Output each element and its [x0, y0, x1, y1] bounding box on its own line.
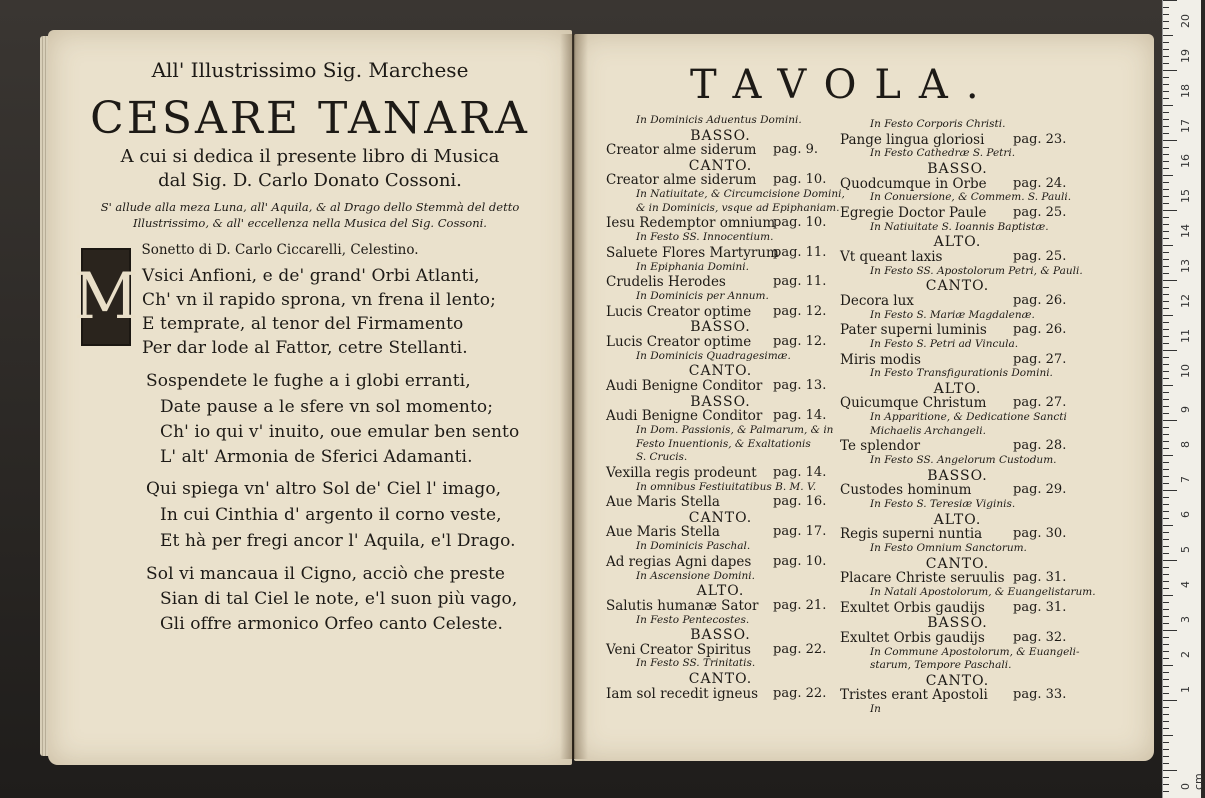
allusion-note-2: Illustrissimo, & all' eccellenza nella Musica del Sig. Cossoni.	[133, 216, 487, 230]
feast-heading: & in Dominicis, vsque ad Epiphaniam.	[636, 201, 840, 214]
feast-heading: In Ascensione Domini.	[636, 569, 755, 582]
ruler-tick	[1163, 672, 1169, 673]
page-reference: pag. 17.	[773, 524, 827, 540]
ruler-tick	[1163, 308, 1169, 309]
ruler-tick	[1163, 714, 1169, 715]
ruler-tick	[1163, 252, 1169, 253]
page-reference: pag. 11.	[773, 244, 827, 260]
ruler-tick	[1163, 686, 1169, 687]
ruler-tick	[1163, 280, 1177, 281]
sonnet-line: In cui Cinthia d' argento il corno veste,	[160, 505, 502, 525]
ruler-tick	[1163, 693, 1169, 694]
voice-heading: BASSO.	[927, 161, 988, 177]
ruler-tick	[1163, 238, 1169, 239]
ruler-tick	[1163, 448, 1169, 449]
sonnet-line: Sospendete le fughe a i globi erranti,	[146, 371, 471, 391]
sonnet-line: Ch' io qui v' inuito, oue emular ben sento	[160, 422, 520, 442]
ruler-tick	[1163, 623, 1169, 624]
dedication-line-1: A cui si dedica il presente libro di Musica	[120, 146, 500, 167]
voice-heading: CANTO.	[925, 672, 990, 689]
ruler-tick	[1163, 70, 1177, 71]
voice-heading: BASSO.	[927, 615, 988, 632]
ruler-tick	[1163, 567, 1169, 568]
ruler-tick	[1163, 665, 1173, 666]
ruler-tick	[1163, 378, 1169, 379]
ruler-tick	[1163, 756, 1169, 757]
hymn-title: Ad regias Agni dapes	[606, 553, 752, 570]
feast-heading: In Festo Pentecostes.	[636, 613, 750, 626]
hymn-title: Veni Creator Spiritus	[606, 641, 751, 658]
hymn-title: Iam sol recedit igneus	[606, 685, 759, 702]
ruler-tick	[1163, 203, 1169, 204]
sonnet-line: Date pause a le sfere vn sol momento;	[160, 397, 494, 417]
ruler-label: 8	[1179, 441, 1192, 448]
ruler-tick	[1163, 476, 1169, 477]
page-reference: pag. 27.	[1013, 395, 1067, 411]
page-reference: pag. 31.	[1013, 570, 1067, 586]
ruler-unit: 0 cm	[1179, 773, 1205, 790]
ruler-tick	[1163, 525, 1173, 526]
ruler-tick	[1163, 105, 1173, 106]
ruler-tick	[1163, 350, 1177, 351]
hymn-title: Audi Benigne Conditor	[606, 377, 763, 394]
hymn-title: Pange lingua gloriosi	[840, 131, 985, 148]
feast-heading: In Festo SS. Trinitatis.	[636, 657, 756, 670]
ruler-tick	[1163, 126, 1169, 127]
ruler-tick	[1163, 546, 1169, 547]
hymn-title: Quodcumque in Orbe	[840, 175, 987, 192]
ruler-label: 17	[1179, 119, 1192, 133]
ruler-tick	[1163, 14, 1169, 15]
ruler-label: 7	[1179, 476, 1192, 483]
ruler-tick	[1163, 420, 1177, 421]
ruler-tick	[1163, 273, 1169, 274]
hymn-title: Pater superni luminis	[840, 322, 987, 339]
ruler-tick	[1163, 112, 1169, 113]
ruler-tick	[1163, 455, 1173, 456]
ruler-tick	[1163, 371, 1169, 372]
ruler-tick	[1163, 483, 1169, 484]
ruler-tick	[1163, 266, 1169, 267]
hymn-title: Crudelis Herodes	[606, 274, 726, 291]
ruler-tick	[1163, 91, 1169, 92]
ruler-tick	[1163, 427, 1169, 428]
feast-heading: In Commune Apostolorum, & Euangeli-	[870, 645, 1080, 658]
feast-heading: In Apparitione, & Dedicatione Sancti	[870, 411, 1067, 424]
ruler-tick	[1163, 784, 1169, 785]
ruler-tick	[1163, 399, 1169, 400]
voice-heading: ALTO.	[933, 234, 982, 251]
sonnet-line: Per dar lode al Fattor, cetre Stellanti.	[142, 338, 468, 358]
page-reference: pag. 11.	[773, 274, 827, 290]
hymn-title: Vexilla regis prodeunt	[606, 464, 757, 481]
hymn-title: Placare Christe seruulis	[840, 570, 1005, 587]
hymn-title: Lucis Creator optime	[606, 303, 752, 320]
hymn-title: Aue Maris Stella	[606, 494, 720, 511]
hymn-title: Creator alme siderum	[606, 142, 757, 159]
page-reference: pag. 21.	[773, 597, 827, 613]
ruler-tick	[1163, 497, 1169, 498]
dedicatee-name: CESARE TANARA	[90, 93, 530, 144]
feast-heading: In Festo SS. Innocentium.	[636, 231, 774, 244]
ruler-tick	[1163, 196, 1169, 197]
ruler-tick	[1163, 119, 1169, 120]
ruler-label: 6	[1179, 511, 1192, 518]
ruler-tick	[1163, 469, 1169, 470]
ruler-tick	[1163, 406, 1169, 407]
ruler-tick	[1163, 357, 1169, 358]
voice-heading: ALTO.	[933, 511, 982, 528]
ruler-tick	[1163, 49, 1169, 50]
ruler-tick	[1163, 574, 1169, 575]
ruler-tick	[1163, 98, 1169, 99]
page-reference: pag. 27.	[1013, 351, 1067, 367]
sonnet-line: Et hà per fregi ancor l' Aquila, e'l Drago.	[160, 531, 516, 551]
ruler-tick	[1163, 217, 1169, 218]
feast-heading: In Conuersione, & Commem. S. Pauli.	[870, 191, 1072, 204]
ruler-tick	[1163, 315, 1173, 316]
feast-heading: In Dominicis Aduentus Domini.	[636, 114, 802, 126]
ruler-tick	[1163, 700, 1177, 701]
feast-heading: S. Crucis.	[636, 451, 688, 464]
hymn-title: Lucis Creator optime	[606, 333, 752, 350]
decorated-initial: M	[81, 248, 131, 346]
page-reference: pag. 26.	[1013, 292, 1067, 308]
page-reference: pag. 25.	[1013, 204, 1067, 220]
ruler-label: 9	[1179, 406, 1192, 413]
table-title: TAVOLA.	[690, 62, 997, 108]
ruler-tick	[1163, 210, 1177, 211]
ruler-tick	[1163, 413, 1169, 414]
voice-heading: CANTO.	[688, 157, 753, 174]
ruler-tick	[1163, 518, 1169, 519]
ruler-tick	[1163, 770, 1177, 771]
ruler-label: 3	[1179, 616, 1192, 623]
ruler-label: 12	[1179, 294, 1192, 308]
ruler-tick	[1163, 224, 1169, 225]
ruler-tick	[1163, 616, 1169, 617]
ruler-tick	[1163, 721, 1169, 722]
ruler-tick	[1163, 35, 1173, 36]
feast-heading: In Dominicis Quadragesimæ.	[636, 349, 791, 362]
page-reference: pag. 9.	[773, 142, 819, 158]
ruler-tick	[1163, 434, 1169, 435]
ruler-tick	[1163, 42, 1169, 43]
ruler-tick	[1163, 553, 1169, 554]
page-reference: pag. 28.	[1013, 438, 1067, 454]
feast-heading: In Natiuitate S. Ioannis Baptistæ.	[870, 220, 1049, 233]
ruler-tick	[1163, 287, 1169, 288]
page-reference: pag. 16.	[773, 494, 827, 510]
page-reference: pag. 10.	[773, 172, 827, 188]
ruler-tick	[1163, 56, 1169, 57]
ruler-tick	[1163, 735, 1173, 736]
feast-heading: In Festo SS. Apostolorum Petri, & Pauli.	[870, 264, 1083, 277]
feast-heading: starum, Tempore Paschali.	[870, 659, 1012, 672]
feast-heading: Festo Inuentionis, & Exaltationis	[636, 437, 811, 450]
ruler-tick	[1163, 147, 1169, 148]
hymn-title: Exultet Orbis gaudijs	[840, 599, 985, 616]
feast-heading: In Festo Omnium Sanctorum.	[870, 542, 1027, 554]
ruler-tick	[1163, 385, 1173, 386]
ruler-tick	[1163, 77, 1169, 78]
ruler-tick	[1163, 532, 1169, 533]
ruler-tick	[1163, 161, 1169, 162]
ruler-tick	[1163, 175, 1173, 176]
ruler-tick	[1163, 651, 1169, 652]
feast-heading: In Festo S. Mariæ Magdalenæ.	[870, 308, 1035, 321]
sonnet-line: Sian di tal Ciel le note, e'l suon più vago,	[160, 589, 518, 609]
feast-heading: In Festo Corporis Christi.	[870, 118, 1006, 130]
ruler-tick	[1163, 392, 1169, 393]
page-reference: pag. 31.	[1013, 599, 1067, 615]
ruler-tick	[1163, 658, 1169, 659]
ruler-tick	[1163, 630, 1177, 631]
ruler-label: 2	[1179, 651, 1192, 658]
book-gutter	[560, 34, 588, 759]
voice-heading: ALTO.	[696, 583, 745, 600]
ruler-tick	[1163, 581, 1169, 582]
feast-heading: In Dominicis Paschal.	[636, 540, 751, 553]
page-reference: pag. 26.	[1013, 322, 1067, 338]
ruler-label: 13	[1179, 259, 1192, 273]
feast-heading: In Festo S. Petri ad Vincula.	[870, 337, 1019, 350]
ruler-tick	[1163, 504, 1169, 505]
voice-heading: BASSO.	[690, 627, 751, 644]
page-reference: pag. 22.	[773, 641, 827, 657]
sonnet-line: Ch' vn il rapido sprona, vn frena il lento;	[142, 290, 496, 310]
ruler-tick	[1163, 679, 1169, 680]
ruler-label: 20	[1179, 14, 1192, 28]
ruler-tick	[1163, 777, 1169, 778]
ruler-tick	[1163, 294, 1169, 295]
hymn-title: Vt queant laxis	[840, 248, 943, 265]
ruler-tick	[1163, 343, 1169, 344]
ruler-tick	[1163, 84, 1169, 85]
ruler-tick	[1163, 21, 1169, 22]
hymn-title: Quicumque Christum	[840, 395, 987, 412]
feast-heading: In	[870, 703, 881, 716]
sonnet-line: E temprate, al tenor del Firmamento	[142, 314, 464, 334]
page-reference: pag. 25.	[1013, 248, 1067, 264]
hymn-title: Egregie Doctor Paule	[840, 204, 987, 221]
ruler-tick	[1163, 189, 1169, 190]
ruler-tick	[1163, 168, 1169, 169]
feast-heading: In Natali Apostolorum, & Euangelistarum.	[870, 585, 1096, 598]
voice-heading: BASSO.	[690, 393, 751, 410]
ruler-tick	[1163, 154, 1169, 155]
ruler-label: 11	[1179, 329, 1192, 343]
feast-heading: In Festo Transfigurationis Domini.	[870, 367, 1053, 380]
ruler-tick	[1163, 595, 1173, 596]
hymn-title: Custodes hominum	[840, 482, 972, 499]
voice-heading: CANTO.	[688, 509, 753, 526]
ruler-tick	[1163, 133, 1169, 134]
ruler-tick	[1163, 364, 1169, 365]
ruler-tick	[1163, 231, 1169, 232]
ruler-tick	[1163, 301, 1169, 302]
hymn-title: Decora lux	[840, 292, 914, 309]
voice-heading: BASSO.	[927, 467, 988, 484]
ruler-tick	[1163, 336, 1169, 337]
ruler-tick	[1163, 511, 1169, 512]
hymn-title: Regis superni nuntia	[840, 526, 983, 543]
hymn-title: Audi Benigne Conditor	[606, 408, 763, 425]
ruler-label: 14	[1179, 224, 1192, 238]
ruler-tick	[1163, 728, 1169, 729]
voice-heading: BASSO.	[690, 127, 751, 144]
voice-heading: ALTO.	[933, 380, 982, 397]
hymn-title: Saluete Flores Martyrum	[606, 244, 779, 261]
ruler-tick	[1163, 791, 1169, 792]
sonnet-line: L' alt' Armonia de Sferici Adamanti.	[160, 447, 473, 467]
ruler-label: 15	[1179, 189, 1192, 203]
sonnet-line: Vsici Anfioni, e de' grand' Orbi Atlanti,	[142, 266, 480, 286]
ruler-label: 4	[1179, 581, 1192, 588]
ruler-tick	[1163, 742, 1169, 743]
voice-heading: CANTO.	[688, 363, 753, 380]
ruler-tick	[1163, 462, 1169, 463]
page-reference: pag. 30.	[1013, 526, 1067, 542]
page-reference: pag. 24.	[1013, 175, 1067, 191]
ruler-tick	[1163, 644, 1169, 645]
page-reference: pag. 23.	[1013, 131, 1067, 147]
ruler-tick	[1163, 322, 1169, 323]
hymn-title: Creator alme siderum	[606, 172, 757, 189]
dedication-line-2: dal Sig. D. Carlo Donato Cossoni.	[158, 170, 462, 191]
ruler-tick	[1163, 63, 1169, 64]
sonnet-line: Qui spiega vn' altro Sol de' Ciel l' imago,	[146, 479, 502, 499]
hymn-title: Iesu Redemptor omnium	[606, 215, 776, 232]
ruler-tick	[1163, 7, 1169, 8]
ruler-label: 19	[1179, 49, 1192, 63]
ruler-tick	[1163, 749, 1169, 750]
voice-heading: BASSO.	[690, 319, 751, 336]
ruler-tick	[1163, 140, 1177, 141]
hymn-title: Tristes erant Apostoli	[840, 687, 988, 704]
feast-heading: In Natiuitate, & Circumcisione Domini,	[636, 188, 845, 201]
voice-heading: CANTO.	[925, 555, 990, 572]
ruler-tick	[1163, 182, 1169, 183]
ruler-tick	[1163, 259, 1169, 260]
feast-heading: In Dominicis per Annum.	[636, 290, 769, 302]
page-reference: pag. 33.	[1013, 687, 1067, 703]
ruler-tick	[1163, 245, 1173, 246]
page-reference: pag. 14.	[773, 464, 827, 480]
ruler-label: 1	[1179, 686, 1192, 693]
voice-heading: CANTO.	[688, 671, 753, 687]
ruler-tick	[1163, 637, 1169, 638]
hymn-title: Miris modis	[840, 351, 921, 368]
measurement-ruler	[1162, 0, 1205, 798]
voice-heading: CANTO.	[925, 278, 990, 295]
page-reference: pag. 22.	[773, 685, 827, 701]
hymn-title: Exultet Orbis gaudijs	[840, 629, 985, 646]
ruler-tick	[1163, 588, 1169, 589]
ruler-tick	[1163, 707, 1169, 708]
ruler-label: 18	[1179, 84, 1192, 98]
page-reference: pag. 10.	[773, 553, 827, 569]
ruler-tick	[1163, 560, 1177, 561]
page-reference: pag. 10.	[773, 215, 827, 231]
page-reference: pag. 14.	[773, 408, 827, 424]
sonnet-line: Gli offre armonico Orfeo canto Celeste.	[160, 614, 504, 634]
page-reference: pag. 13.	[773, 377, 827, 393]
ruler-label: 5	[1179, 546, 1192, 553]
page-reference: pag. 29.	[1013, 482, 1067, 498]
feast-heading: Michaelis Archangeli.	[870, 424, 986, 437]
ruler-label: 10	[1179, 364, 1192, 378]
ruler-tick	[1163, 0, 1177, 1]
sonnet-attribution: Sonetto di D. Carlo Ciccarelli, Celestino.	[141, 242, 419, 258]
allusion-note-1: S' allude alla meza Luna, all' Aquila, & al Drago dello Stemmà del detto	[100, 200, 520, 214]
ruler-tick	[1163, 28, 1169, 29]
feast-heading: In omnibus Festiuitatibus B. M. V.	[636, 480, 817, 493]
ruler-tick	[1163, 602, 1169, 603]
page-reference: pag. 32.	[1013, 629, 1067, 645]
ruler-label: 16	[1179, 154, 1192, 168]
ruler-tick	[1163, 441, 1169, 442]
hymn-title: Salutis humanæ Sator	[606, 597, 759, 614]
feast-heading: In Festo S. Teresiæ Viginis.	[870, 498, 1016, 511]
page-reference: pag. 12.	[773, 303, 827, 319]
ruler-tick	[1163, 609, 1169, 610]
ruler-tick	[1163, 329, 1169, 330]
ruler-tick	[1163, 763, 1169, 764]
feast-heading: In Epiphania Domini.	[636, 260, 749, 273]
sonnet-line: Sol vi mancaua il Cigno, acciò che preste	[146, 564, 506, 584]
dedication-heading: All' Illustrissimo Sig. Marchese	[151, 58, 469, 82]
feast-heading: In Dom. Passionis, & Palmarum, & in	[636, 423, 834, 436]
ruler-tick	[1163, 490, 1177, 491]
feast-heading: In Festo SS. Angelorum Custodum.	[870, 454, 1057, 467]
hymn-title: Te splendor	[840, 438, 921, 455]
hymn-title: Aue Maris Stella	[606, 524, 720, 541]
page-reference: pag. 12.	[773, 333, 827, 349]
feast-heading: In Festo Cathedræ S. Petri.	[870, 147, 1016, 160]
ruler-tick	[1163, 539, 1169, 540]
